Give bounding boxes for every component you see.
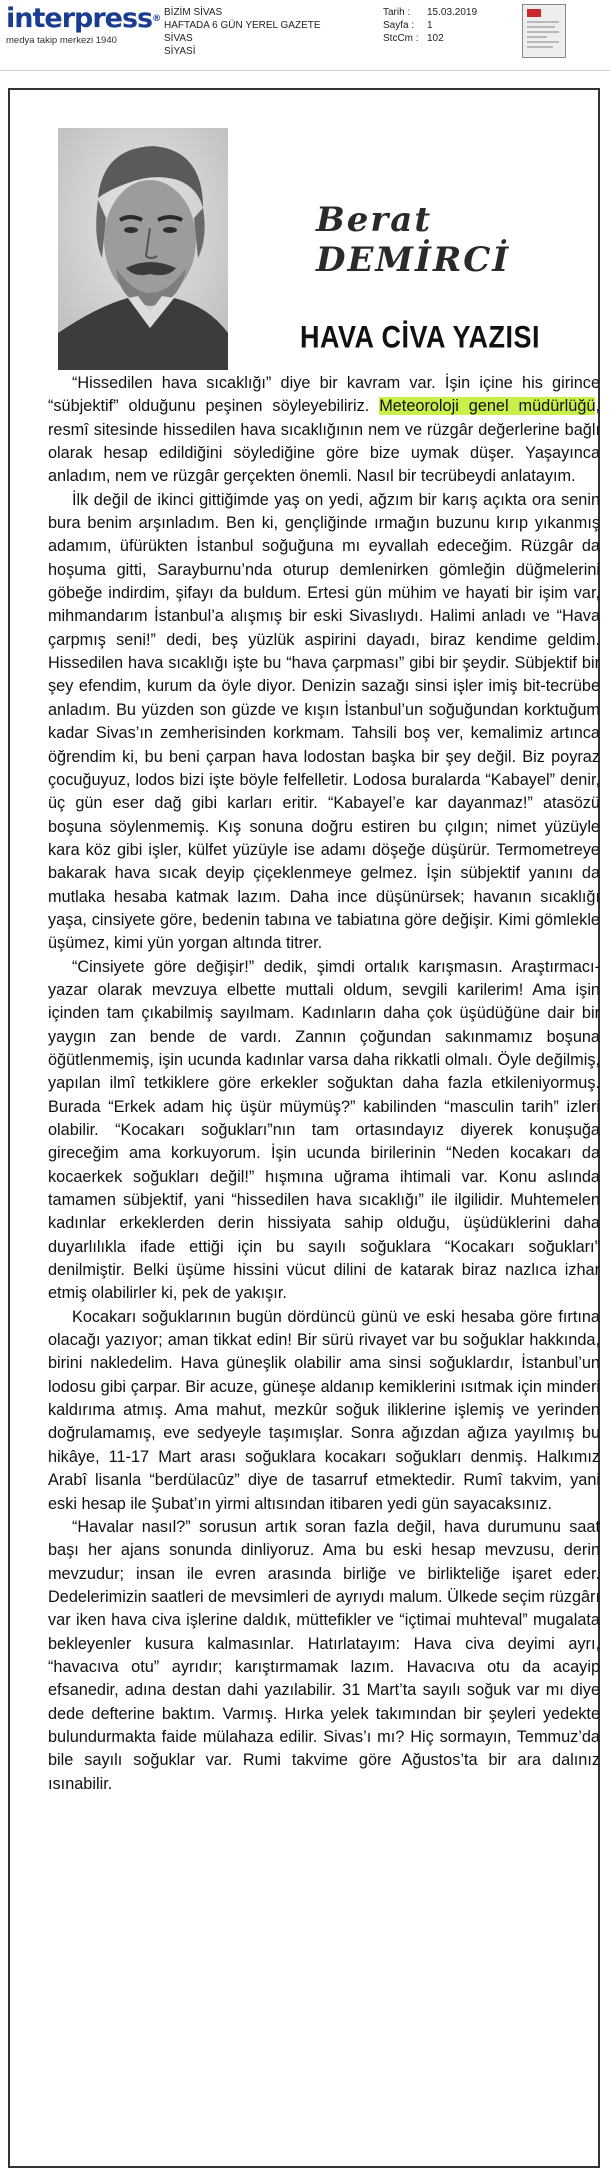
registered-mark: ® (152, 14, 161, 24)
paragraph-1-intro: “Hissedilen hava sıcaklığı” diye bir kavram var. İşin içine his girince “sübjektif” olduğunu peşinen söyleyebiliriz. (48, 374, 600, 416)
area-value: 102 (427, 33, 444, 44)
clipping-header (0, 0, 610, 68)
clipping-meta (383, 6, 477, 45)
page-thumbnail (522, 4, 566, 58)
area-label: StcCm : (383, 33, 419, 44)
article-title: HAVA CİVA YAZISI (300, 320, 541, 355)
publication-name: BİZİM SİVAS (164, 7, 223, 18)
paragraph-1 (48, 372, 600, 489)
author-photo (58, 128, 228, 370)
date-label: Tarih : (383, 7, 411, 18)
paragraph-3: “Cinsiyete göre değişir!” dedik, şimdi ortalık karışmasın. Araştırmacı-yazar olarak mevzuya elbette muttali oldum, sevgili karilerim! Ama işin içinden tam çıkabilmiş sayılmam. Kadınların daha çok üşüdüğüne dair bir yaygın zan bende de vardı. Zannın çoğundan sakınmamız boşuna öğütlenmemiş, işin ucunda kadınlar varsa daha rikkatli olmalı. Öyle değilmiş, yapılan ilmî tetkiklere göre erkekler soğuktan daha fazla etkileniyormuş. Burada “Erkek adam hiç üşür müymüş?” kabilinden “masculin tarih” izleri olabilir. “Kocakarı soğukları”nın tam ortasındayız diyerek konuşuğa gireceğim ama korkuyorum. İşin ucunda birilerinin “Neden kocakarı da kocaerkek soğukları değil!” hışmına uğrama ihtimali var. Konu aslında tamamen sübjektif, yani “hissedilen hava sıcaklığı” ile ilgilidir. Muhtemelen kadınlar erkeklerden derin hissiyata sahip olduğu, üşüdüklerini daha duyarlılıkla ifade ettiği için bu sayılı soğuklara “Kocakarı soğukları” denilmiştir. Belki üşüme hissini vücut dilini de katarak biraz nazlıca izhar etmiş olabilirler ki, pek de yakışır. (48, 957, 600, 1303)
paragraph-5: “Havalar nasıl?” sorusun artık soran fazla değil, hava durumunu saat başı her ajans sonunda dinliyoruz. Ama bu eski hesap mevzusu, derin mevzudur; insan ile evren arasında birliğe ve birlikteliğe işaret eder. Dedelerimizin saatleri de mevsimleri de ayrıydı malum. Ülkede seçim rüzgârı var iken hava civa işlerine daldık, müttefikler ve “içtimai muhteval” mugalata bekleyenler kusura kalmasınlar. Hatırlatayım: Hava civa deyimi ayrı, “havacıva otu” ayrıdır; karıştırmamak lazım. Havacıva otu da acayip efsanedir, adına destan dahi yazılabilir. 31 Mart’ta sayılı soğuk var mı diye dede defterine baktım. Varmış. Hırka yelek takımından bir şeyleri yedekte bulundurmakta faide mülahaza edilir. Sivas’ı mı? Hiç sormayın, Temmuz’da bile sayılı soğuklar var. Rumi takvime göre Ağustos’ta bir ara dalınız ısınabilir. (48, 1517, 600, 1793)
paragraph-1-rest: , resmî sitesinde hissedilen hava sıcaklığının nem ve rüzgâr değerlerine bağlı olarak hesap edildiğini söylediğine göre bize uymak düşer. Yaşayınca anladım, nem ve rüzgâr gerçekten önemli. Nasıl bir tecrübeydi anlatayım. (48, 397, 600, 486)
article-body (48, 372, 600, 1796)
publication-city: SİVAS (164, 33, 193, 44)
interpress-logo (6, 3, 161, 46)
header-divider (0, 70, 610, 71)
publication-category: SİYASİ (164, 46, 196, 57)
logo-text: interpress (6, 3, 153, 34)
logo-subtitle: medya takip merkezi 1940 (6, 35, 117, 46)
highlighted-term: Meteoroloji genel müdürlüğü (379, 397, 596, 416)
publication-frequency: HAFTADA 6 GÜN YEREL GAZETE (164, 20, 321, 31)
page-value: 1 (427, 20, 433, 31)
paragraph-2: İlk değil de ikinci gittiğimde yaş on yedi, ağzım bir karış açıkta ora senin bura benim arşınladım. Ben ki, gençliğinde ırmağın buzunu kırıp yıkanmış adamım, üfürükten İstanbul soğuğuna mı eyvallah edeceğim. Rüzgâr da hoşuma gitti, Sarayburnu’nda oturup demlenirken gömleğin düğmelerini göbeğe indirdim, şifayı da buldum. Ertesi gün mühim ve hayati bir işim var, mihmandarım İstanbul’a alışmış bir eski Sivaslıydı. Halimi anladı ve “Hava çarpmış seni!” dedi, beş yüzlük aspirini dayadı, biraz kendime geldim. Hissedilen hava sıcaklığı işte bu “hava çarpması” gibi bir şeydir. Sübjektif bir şey efendim, kurum da öyle diyor. Denizin sazağı sinsi işler imiş bit-tecrübe anladım. Bu yüzden son güzde ve kışın İstanbul’un soğuğundan korktuğum kadar Sivas’ın zemherisinden korkmam. Tahsili boş ver, kemalimiz artınca öğrendim ki, bu beni çarpan hava lodostan başka bir şey değil. Biz poyraz çocuğuyuz, lodos bizi işte böyle felfelletir. Lodosa buralarda “Kabayel” denir, üç gün eser dağ gibi karları eritir. “Kabayel’e kar dayanmaz!” atasözü boşuna söylenmemiş. Kış sonuna doğru estiren bu çılgın; nimet yüzüyle kara köz gibi işler, külfet yüzüyle ise adamı döşeğe düşürür. Termometreye bakarak hava sıcak deyip çiçeklenmeye gelmez. İşin sübjektif yanını da mutlaka hesaba katmak lazım. Daha ince düşünürsek; havanın sıcaklığı yaşa, cinsiyete göre, bedenin tabına ve tabiatına göre değişir. Kimi gömlekle üşümez, kimi yün yorgan altında titrer. (48, 490, 600, 953)
author-name: Berat DEMİRCİ (316, 200, 511, 280)
date-value: 15.03.2019 (427, 7, 478, 18)
paragraph-4: Kocakarı soğuklarının bugün dördüncü günü ve eski hesaba göre fırtına olacağı yazıyor; aman tikkat edin! Bir sürü rivayet var bu soğuklar hakkında, birini nakledelim. Hava güneşlik olabilir ama sinsi soğuklardır, İstanbul’un lodosu gibi çarpar. Bir acuze, güneşe aldanıp kemiklerini ısıtmak için minderi kaldırıma atmış. Ama mahut, mezkûr soğuk iliklerine işlemiş ve yerinden doğrulamamış, eve sedyeyle taşımışlar. Sonra ağızdan ağıza yayılmış bu hikâye, 11-17 Mart arası soğuklara kocakarı soğukları denmiş. Halkımız Arabî lisanla “berdülacûz” diye de tasarruf etmektedir. Rumî takvim, yani eski hesap ile Şubat’ın yirmi altısından itibaren yedi gün sayacaksınız. (48, 1307, 600, 1513)
page-label: Sayfa : (383, 20, 415, 31)
publication-info (164, 6, 321, 58)
